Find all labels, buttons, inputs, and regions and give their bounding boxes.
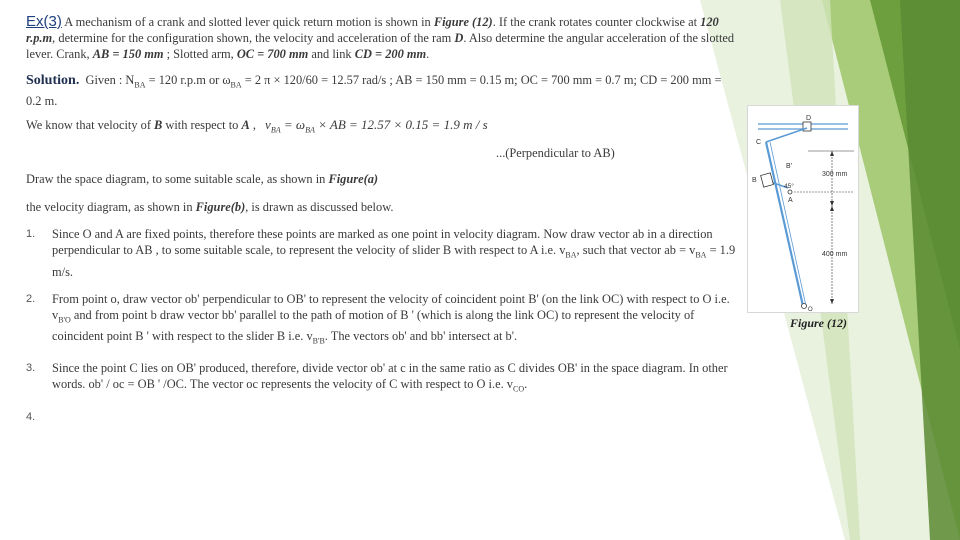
label-b: B	[752, 177, 757, 184]
dim-300: 300 mm	[822, 171, 848, 178]
label-a: A	[788, 197, 793, 204]
perpendicular-note: ...(Perpendicular to AB)	[496, 146, 615, 161]
velocity-diagram-text: the velocity diagram, as shown in Figure(b), is drawn as discussed below.	[26, 200, 394, 215]
label-c: C	[756, 139, 762, 146]
slide-content	[26, 13, 738, 423]
space-diagram-text: Draw the space diagram, to some suitable scale, as shown in Figure(a)	[26, 172, 379, 187]
solution-label: Solution	[26, 73, 76, 88]
solution-given: Solution. Given : $N_{BA} = 120$ r.p.m or $\omega_{BA} = 2$ π × 120/60 = 12.57 rad/s ; AB = 150 mm = 0.15 m; OC = 700 mm = 0.7 m; CD = 200 mm = 0.2 m.	[26, 73, 722, 109]
velocity-statement: We know that velocity of B with respect to A , $v_{BA} = \omega_{BA}$ × AB = 12.57 × 0.15 = 1.9 m / s	[26, 117, 488, 136]
label-d: D	[806, 115, 812, 122]
mechanism-diagram	[748, 106, 858, 312]
list-item: 3. Since the point C lies on OB' produced, therefore, divide vector ob' at c in the same ratio as C divides OB' in the space diagram. In other words. ob' / oc = OB ' /OC. The vector oc represents the velocity of C with respect to O i.e. $v_{CO}$.	[26, 361, 728, 394]
problem-statement: Ex(3) A mechanism of a crank and slotted lever quick return motion is shown in Figure (12). If the crank rotates counter clockwise at 120 r.p.m, determine for the configuration shown, the velocity and acceleration of the ram D. Also determine the angular acceleration of the slotted lever. Crank, AB = 150 mm ; Slotted arm, OC = 700 mm and link CD = 200 mm.	[26, 13, 735, 61]
label-angle: 45°	[784, 183, 794, 190]
example-heading: Ex(3)	[26, 13, 62, 30]
mechanism-figure	[747, 105, 859, 313]
figure-caption: Figure (12)	[790, 316, 847, 330]
label-b-prime: B'	[786, 163, 793, 170]
velocity-equation: $v_{BA} = \omega_{BA}$ × AB = 12.57 × 0.15 = 1.9 m / s	[265, 117, 488, 136]
list-item: 2. From point o, draw vector ob' perpendicular to OB' to represent the velocity of coincident point B' (on the link OC) with respect to O i.e. $v_{B'O}$ and from point b draw vector bb' parallel to the path of motion of B ' (which is along the link OC) to represent the velocity of coincident point B ' with respect to the slider B i.e. $v_{B'B}$. The vectors ob' and bb' intersect at b'.	[26, 291, 730, 346]
list-item: 1. Since O and A are fixed points, therefore these points are marked as one point in velocity diagram. Now draw vector ab in a direction perpendicular to AB , to some suitable scale, to represent the velocity of slider B with respect to A i.e. $v_{BA}$, such that vector ab = $v_{BA} = 1.9$ m/s.	[26, 227, 736, 279]
label-o: O	[808, 307, 813, 312]
steps-list: 1. Since O and A are fixed points, therefore these points are marked as one point in velocity diagram. Now draw vector ab in a direction perpendicular to AB , to some suitable scale, to represent the velocity of slider B with respect to A i.e. $v_{BA}$, such that vector ab = $v_{BA} = 1.9$ m/s. 2. From point o, draw vector ob' perpendicular to OB' to represent the velocity of coincident point B' (on the link OC) with respect to O i.e. $v_{B'O}$ and from point b draw vector bb' parallel to the path of motion of B ' (which is along the link OC) to represent the velocity of coincident point B ' with respect to the slider B i.e. $v_{B'B}$. The vectors ob' and bb' intersect at b'. 3. Since the point C lies on OB' produced, therefore, divide vector ob' at c in the same ratio as C divides OB' in the space diagram. In other words. ob' / oc = OB ' /OC. The vector oc represents the velocity of C with respect to O i.e. $v_{CO}$. 4.	[26, 226, 738, 398]
dim-400: 400 mm	[822, 251, 848, 258]
